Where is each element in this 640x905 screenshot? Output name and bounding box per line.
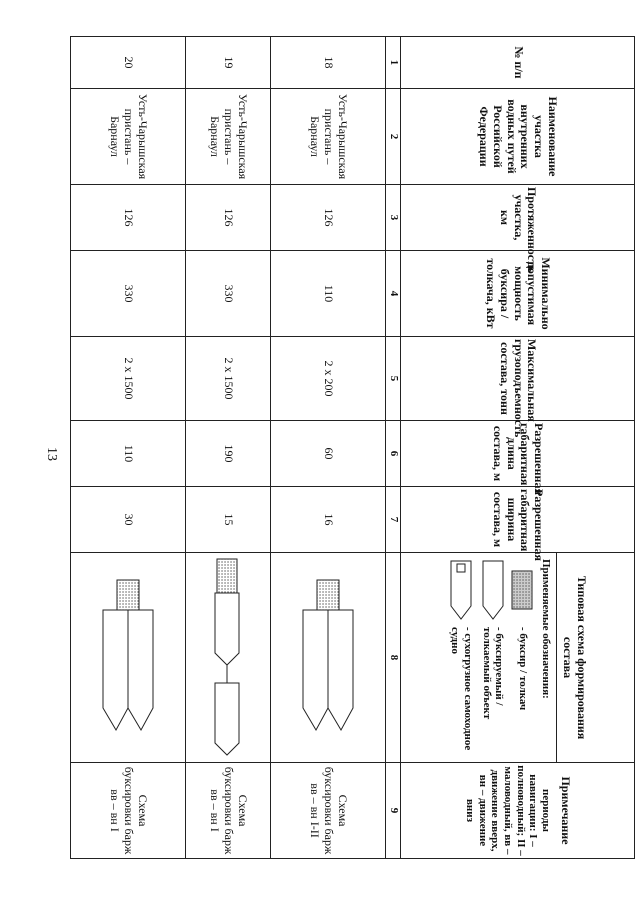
row-scheme <box>71 553 186 763</box>
barge-icon <box>482 559 504 621</box>
header-note-title: Примечание <box>558 776 573 845</box>
legend-label-barge: - буксируемый / толкаемый объект <box>480 627 506 720</box>
row-note: Схема буксировки барж вв – вн I <box>71 763 186 859</box>
row-length: 126 <box>186 185 271 251</box>
row-section-name: Усть-Чарышская пристань – Барнаул <box>270 89 385 185</box>
row-train-width: 15 <box>186 487 271 553</box>
table-row <box>71 37 186 859</box>
row-note: Схема буксировки барж вв – вн I-II <box>270 763 385 859</box>
col-number: 9 <box>386 763 401 859</box>
header-power: Минимально допустимая мощность буксира / толкача, кВт <box>401 251 635 337</box>
col-number: 3 <box>386 185 401 251</box>
header-train-width: Разрешенная габаритная ширина состава, м <box>401 487 635 553</box>
col-number: 7 <box>386 487 401 553</box>
row-number: 20 <box>71 37 186 89</box>
col-number: 5 <box>386 337 401 421</box>
row-train-length: 190 <box>186 421 271 487</box>
header-scheme-title: Типовая схема формирования состава <box>556 553 591 762</box>
header-train-length: Разрешенная габаритная длина состава, м <box>401 421 635 487</box>
legend-label-cargo: - сухогрузное самоходное судно <box>449 627 474 751</box>
row-length: 126 <box>71 185 186 251</box>
header-capacity: Максимальная грузоподъемность состава, тонн <box>401 337 635 421</box>
col-number: 6 <box>386 421 401 487</box>
row-capacity: 2 х 1500 <box>186 337 271 421</box>
scheme-diagram <box>293 558 363 758</box>
row-train-length: 60 <box>270 421 385 487</box>
header-name: Наименование участка внутренних водных путей Российской Федерации <box>401 89 635 185</box>
tug-icon <box>511 559 533 621</box>
header-length: Протяженность участка, км <box>401 185 635 251</box>
legend-title: Применяемые обозначения: <box>539 559 552 699</box>
scheme-diagram <box>203 555 253 760</box>
legend-label-tug: - буксир / толкач <box>516 627 529 711</box>
table-row <box>270 37 385 859</box>
legend-row-barge <box>480 559 505 756</box>
rotated-table-wrapper <box>70 36 635 858</box>
row-train-width: 30 <box>71 487 186 553</box>
legend-row-cargo <box>449 559 474 756</box>
column-number-row <box>386 37 401 859</box>
row-section-name: Усть-Чарышская пристань – Барнаул <box>71 89 186 185</box>
legend <box>445 553 556 762</box>
row-power: 330 <box>71 251 186 337</box>
header-num: № п/п <box>401 37 635 89</box>
page-number: 13 <box>44 447 59 461</box>
data-table <box>70 36 635 859</box>
row-power: 330 <box>186 251 271 337</box>
row-section-name: Усть-Чарышская пристань – Барнаул <box>186 89 271 185</box>
row-train-width: 16 <box>270 487 385 553</box>
header-note <box>401 763 635 859</box>
col-number: 1 <box>386 37 401 89</box>
table-container <box>70 36 635 858</box>
header-note-text: периоды навигации: I – полноводный; II – маловодный, вв – движение вверх, вн – движение вниз <box>464 765 552 856</box>
row-train-length: 110 <box>71 421 186 487</box>
row-number: 19 <box>186 37 271 89</box>
legend-row-tug <box>511 559 533 756</box>
row-power: 110 <box>270 251 385 337</box>
row-capacity: 2 х 200 <box>270 337 385 421</box>
col-number: 2 <box>386 89 401 185</box>
col-number: 4 <box>386 251 401 337</box>
cargo-ship-icon <box>450 559 472 621</box>
header-scheme <box>401 553 635 763</box>
table-row <box>186 37 271 859</box>
row-number: 18 <box>270 37 385 89</box>
row-note: Схема буксировки барж вв – вн I <box>186 763 271 859</box>
col-number: 8 <box>386 553 401 763</box>
row-scheme <box>270 553 385 763</box>
scheme-diagram <box>93 558 163 758</box>
row-scheme <box>186 553 271 763</box>
row-length: 126 <box>270 185 385 251</box>
header-row <box>401 37 635 859</box>
row-capacity: 2 х 1500 <box>71 337 186 421</box>
